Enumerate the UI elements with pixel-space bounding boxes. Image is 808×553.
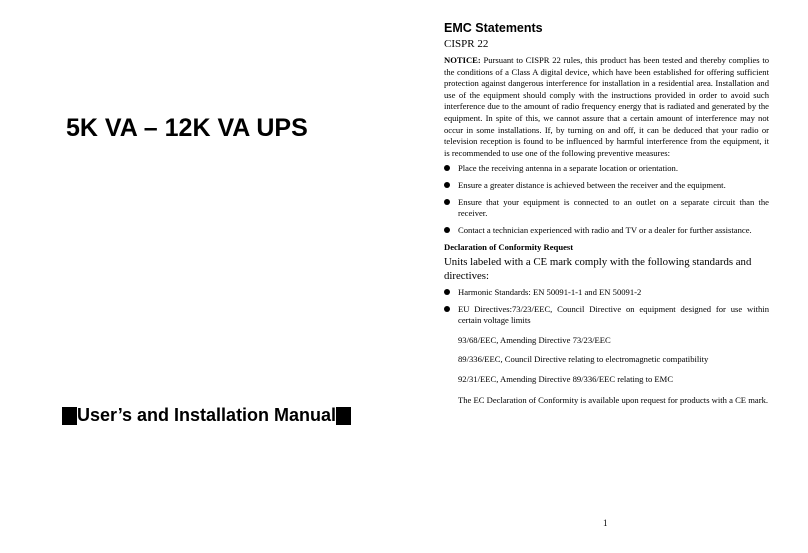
directive-item: 93/68/EEC, Amending Directive 73/23/EEC [458, 334, 611, 345]
square-right-icon [336, 407, 351, 425]
notice-paragraph [444, 55, 769, 159]
list-item: Place the receiving antenna in a separate location or orientation. [444, 163, 769, 175]
square-left-icon [62, 407, 77, 425]
conformity-heading: Declaration of Conformity Request [444, 242, 574, 253]
directive-item: 92/31/EEC, Amending Directive 89/336/EEC relating to EMC [458, 373, 674, 384]
list-item: Contact a technician experienced with radio and TV or a dealer for further assistance. [444, 225, 769, 237]
emc-page [444, 20, 769, 407]
list-item: Ensure that your equipment is connected to an outlet on a separate circuit than the receiver. [444, 197, 769, 220]
standard-label: CISPR 22 [444, 38, 489, 50]
conformity-intro: Units labeled with a CE mark comply with the following standards and directives: [444, 255, 752, 282]
page-number: 1 [603, 518, 608, 528]
availability-note: The EC Declaration of Conformity is available upon request for products with a CE mark. [458, 395, 769, 406]
standards-list [444, 287, 769, 327]
cover-subtitle-line [62, 405, 351, 426]
list-item: EU Directives:73/23/EEC, Council Directive on equipment designed for use within certain voltage limits [444, 304, 769, 327]
notice-text: Pursuant to CISPR 22 rules, this product has been tested and thereby complies to the conditions of a Class A digital device, which have been established for offering sufficient protection against dangerous interference for installation in a residential area. Installation and use of the equipment should comply with the instructions provided in order to avoid such interference due to the amount of radio frequency energy that is radiated and generated by the equipment. In spite of this, we cannot assure that a certain amount of interference may not occur in some installations. If, by turning on and off, it can be deduced that your radio or television reception is found to be influenced by harmful interference from the equipment, it is recommended to use one of the following preventive measures: [444, 55, 769, 158]
cover-subtitle: User’s and Installation Manual [77, 405, 337, 425]
preventive-measures-list [444, 163, 769, 236]
emc-heading: EMC Statements [444, 21, 543, 35]
notice-label: NOTICE: [444, 55, 481, 65]
cover-title: 5K VA – 12K VA UPS [66, 114, 308, 142]
list-item: Ensure a greater distance is achieved between the receiver and the equipment. [444, 180, 769, 192]
directive-item: 89/336/EEC, Council Directive relating to electromagnetic compatibility [458, 354, 709, 365]
list-item: Harmonic Standards: EN 50091-1-1 and EN 50091-2 [444, 287, 769, 299]
